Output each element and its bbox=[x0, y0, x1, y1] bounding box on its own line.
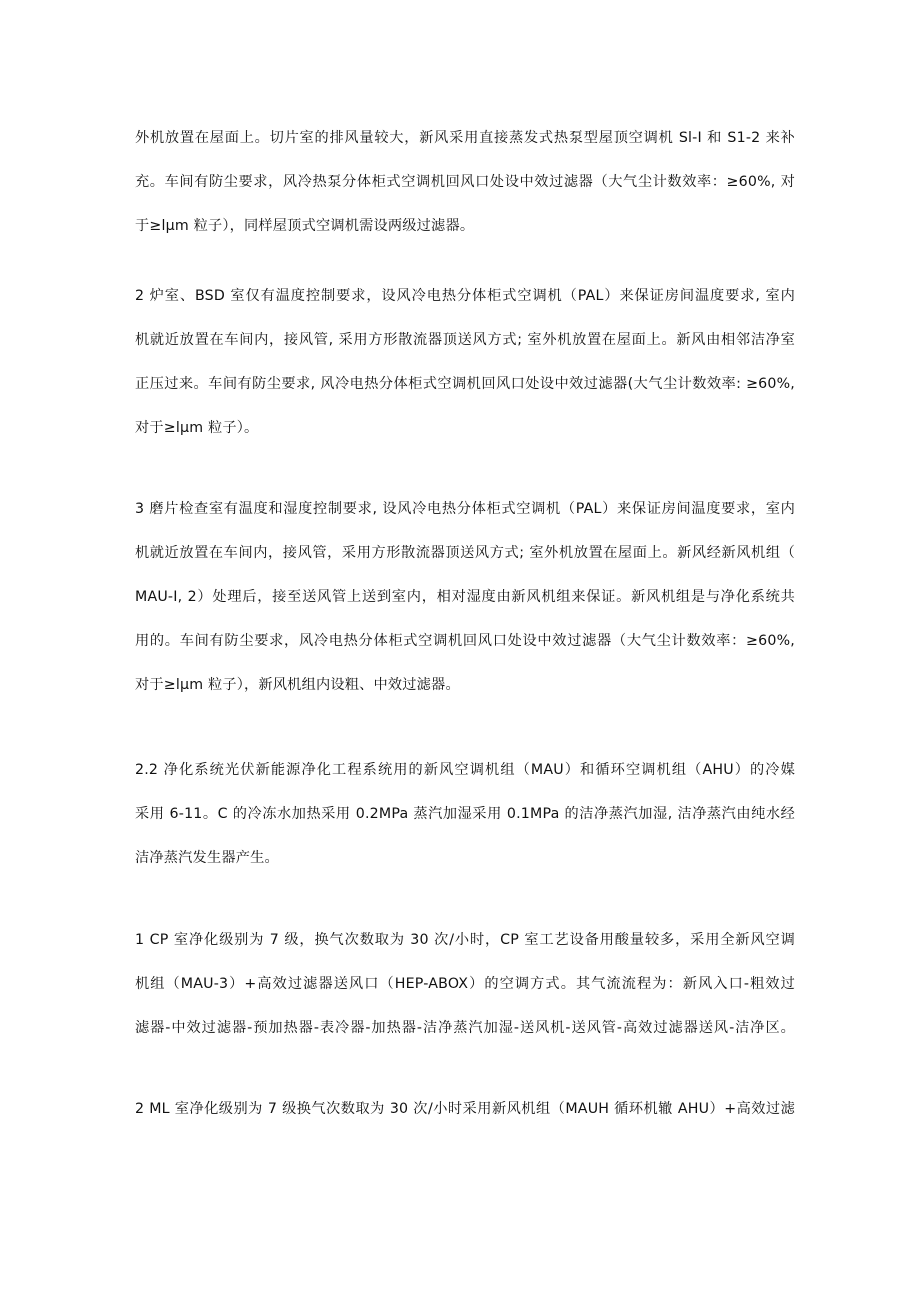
text-line: 充。车间有防尘要求，风冷热泵分体柜式空调机回风口处设中效过滤器（大气尘计数效率：≥60%, 对 bbox=[135, 174, 795, 190]
text-line: 用的。车间有防尘要求，风冷电热分体柜式空调机回风口处设中效过滤器（大气尘计数效率：≥60%, bbox=[135, 633, 795, 649]
paragraph-1 bbox=[135, 116, 795, 248]
text-line: 机就近放置在车间内，接风管，采用方形散流器顶送风方式; 室外机放置在屋面上。新风经新风机组（ bbox=[135, 545, 795, 561]
text-line: 对于≥lμm 粒子）。 bbox=[135, 420, 259, 436]
text-line: 对于≥lμm 粒子），新风机组内设粗、中效过滤器。 bbox=[135, 677, 460, 693]
paragraph-2 bbox=[135, 274, 795, 450]
text-line: 采用 6-11。C 的冷冻水加热采用 0.2MPa 蒸汽加湿采用 0.1MPa 的洁净蒸汽加湿, 洁净蒸汽由纯水经 bbox=[135, 806, 795, 822]
text-line: 于≥lμm 粒子），同样屋顶式空调机需设两级过滤器。 bbox=[135, 218, 475, 234]
text-line: 机就近放置在车间内，接风管, 采用方形散流器顶送风方式; 室外机放置在屋面上。新风由相邻洁净室 bbox=[135, 332, 795, 348]
text-line: 滤器-中效过滤器-预加热器-表冷器-加热器-洁净蒸汽加湿-送风机-送风管-高效过滤器送风-洁净区。 bbox=[135, 1020, 795, 1036]
text-line: 外机放置在屋面上。切片室的排风量较大，新风采用直接蒸发式热泵型屋顶空调机 Sl-I 和 S1-2 来补 bbox=[135, 130, 795, 146]
paragraph-4 bbox=[135, 748, 795, 880]
text-line: 洁净蒸汽发生器产生。 bbox=[135, 850, 279, 866]
text-line: 2.2 净化系统光伏新能源净化工程系统用的新风空调机组（MAU）和循环空调机组（AHU）的冷媒 bbox=[135, 762, 795, 778]
paragraph-3 bbox=[135, 487, 795, 707]
text-line: 2 炉室、BSD 室仅有温度控制要求，设风冷电热分体柜式空调机（PAL）来保证房间温度要求, 室内 bbox=[135, 288, 795, 304]
text-line: 1 CP 室净化级别为 7 级，换气次数取为 30 次/小时，CP 室工艺设备用酸量较多，采用全新风空调 bbox=[135, 932, 795, 948]
paragraph-5 bbox=[135, 918, 795, 1050]
text-line: 正压过来。车间有防尘要求, 风冷电热分体柜式空调机回风口处设中效过滤器(大气尘计数效率: ≥60%, bbox=[135, 376, 795, 392]
text-line: MAU-I, 2）处理后，接至送风管上送到室内，相对湿度由新风机组来保证。新风机组是与净化系统共 bbox=[135, 589, 795, 605]
text-line: 3 磨片检查室有温度和湿度控制要求, 设风冷电热分体柜式空调机（PAL）来保证房间温度要求，室内 bbox=[135, 501, 795, 517]
paragraph-6 bbox=[135, 1087, 795, 1131]
text-line: 2 ML 室净化级别为 7 级换气次数取为 30 次/小时采用新风机组（MAUH 循环机辙 AHU）+高效过滤 bbox=[135, 1101, 795, 1117]
text-line: 机组（MAU-3）+高效过滤器送风口（HEP-ABOX）的空调方式。其气流流程为：新风入口-粗效过 bbox=[135, 976, 795, 992]
